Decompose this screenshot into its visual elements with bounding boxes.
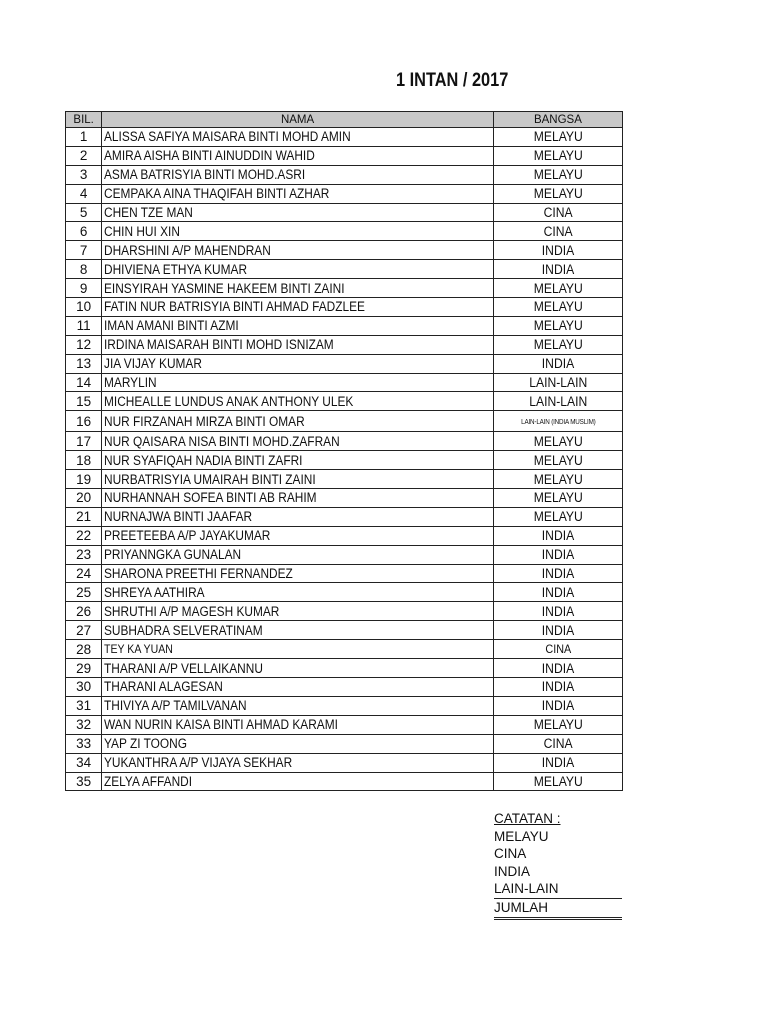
student-name: JIA VIJAY KUMAR [104, 356, 203, 372]
table-row [66, 451, 623, 470]
ethnicity-cell [493, 279, 622, 298]
table-row [66, 734, 623, 753]
ethnicity: MELAYU [533, 167, 583, 183]
row-number: 25 [66, 583, 102, 602]
student-name: CEMPAKA AINA THAQIFAH BINTI AZHAR [104, 186, 330, 202]
ethnicity-cell [493, 734, 622, 753]
table-row [66, 489, 623, 508]
ethnicity-cell [493, 335, 622, 354]
row-number: 28 [66, 640, 102, 659]
row-number: 14 [66, 373, 102, 392]
ethnicity: INDIA [541, 603, 575, 619]
student-name-cell [102, 335, 494, 354]
student-name-cell [102, 165, 494, 184]
student-name-cell [102, 753, 494, 772]
table-row [66, 146, 623, 165]
student-name: ASMA BATRISYIA BINTI MOHD.ASRI [104, 167, 306, 183]
table-row [66, 222, 623, 241]
student-name: YUKANTHRA A/P VIJAYA SEKHAR [104, 755, 293, 771]
ethnicity: MELAYU [533, 509, 583, 525]
student-name: NUR SYAFIQAH NADIA BINTI ZAFRI [104, 452, 303, 468]
row-number: 31 [66, 696, 102, 715]
student-name-cell [102, 602, 494, 621]
student-name-cell [102, 715, 494, 734]
student-name: DHARSHINI A/P MAHENDRAN [104, 242, 272, 258]
ethnicity: INDIA [541, 356, 575, 372]
table-row [66, 298, 623, 317]
ethnicity-cell [493, 411, 622, 432]
ethnicity: INDIA [541, 698, 575, 714]
student-name-cell [102, 470, 494, 489]
ethnicity: INDIA [541, 755, 575, 771]
student-name-cell [102, 241, 494, 260]
ethnicity-cell [493, 451, 622, 470]
ethnicity: INDIA [541, 622, 575, 638]
table-row [66, 128, 623, 147]
ethnicity: MELAYU [533, 717, 583, 733]
ethnicity: MELAYU [533, 490, 583, 506]
row-number: 13 [66, 354, 102, 373]
ethnicity-cell [493, 507, 622, 526]
class-roster-table [65, 111, 623, 791]
student-name: AMIRA AISHA BINTI AINUDDIN WAHID [104, 148, 316, 164]
ethnicity: LAIN-LAIN [528, 393, 587, 409]
student-name-cell [102, 451, 494, 470]
student-name: THARANI A/P VELLAIKANNU [104, 660, 264, 676]
ethnicity-cell [493, 298, 622, 317]
table-row [66, 411, 623, 432]
row-number: 19 [66, 470, 102, 489]
table-row [66, 640, 623, 659]
table-row [66, 564, 623, 583]
ethnicity: CINA [543, 223, 573, 239]
ethnicity: INDIA [541, 547, 575, 563]
table-row [66, 165, 623, 184]
ethnicity-cell [493, 165, 622, 184]
table-row [66, 526, 623, 545]
table-row [66, 316, 623, 335]
table-row [66, 260, 623, 279]
table-row [66, 470, 623, 489]
student-name: DHIVIENA ETHYA KUMAR [104, 261, 248, 277]
table-body [66, 128, 623, 791]
ethnicity: MELAYU [533, 299, 583, 315]
row-number: 15 [66, 392, 102, 411]
student-name: NURBATRISYIA UMAIRAH BINTI ZAINI [104, 471, 316, 487]
row-number: 21 [66, 507, 102, 526]
student-name-cell [102, 678, 494, 697]
student-name: NURNAJWA BINTI JAAFAR [104, 509, 253, 525]
row-number: 9 [66, 279, 102, 298]
ethnicity-cell [493, 432, 622, 451]
student-name: WAN NURIN KAISA BINTI AHMAD KARAMI [104, 717, 339, 733]
table-row [66, 279, 623, 298]
ethnicity: INDIA [541, 584, 575, 600]
ethnicity: MELAYU [533, 318, 583, 334]
student-name-cell [102, 354, 494, 373]
student-name: THARANI ALAGESAN [104, 679, 224, 695]
ethnicity-cell [493, 659, 622, 678]
ethnicity-cell [493, 526, 622, 545]
table-row [66, 583, 623, 602]
student-name: ZELYA AFFANDI [104, 773, 193, 789]
notes-total-label: JUMLAH [494, 898, 622, 920]
student-name-cell [102, 696, 494, 715]
student-name-cell [102, 411, 494, 432]
ethnicity-cell [493, 128, 622, 147]
ethnicity-cell [493, 203, 622, 222]
row-number: 17 [66, 432, 102, 451]
student-name: CHEN TZE MAN [104, 205, 194, 220]
ethnicity-cell [493, 241, 622, 260]
ethnicity: LAIN-LAIN [528, 375, 587, 391]
student-name: TEY KA YUAN [104, 642, 174, 657]
ethnicity-cell [493, 640, 622, 659]
ethnicity: MELAYU [533, 129, 583, 145]
table-row [66, 715, 623, 734]
page-title: 1 INTAN / 2017 [396, 70, 509, 91]
notes-item: LAIN-LAIN [494, 881, 559, 897]
table-row [66, 545, 623, 564]
table-row [66, 696, 623, 715]
row-number: 16 [66, 411, 102, 432]
ethnicity: INDIA [541, 242, 575, 258]
row-number: 30 [66, 678, 102, 697]
notes-item: MELAYU [494, 828, 549, 844]
table-row [66, 373, 623, 392]
table-row [66, 203, 623, 222]
row-number: 22 [66, 526, 102, 545]
ethnicity-cell [493, 602, 622, 621]
ethnicity: MELAYU [533, 280, 583, 296]
row-number: 33 [66, 734, 102, 753]
row-number: 24 [66, 564, 102, 583]
row-number: 20 [66, 489, 102, 508]
row-number: 7 [66, 241, 102, 260]
student-name: IMAN AMANI BINTI AZMI [104, 318, 239, 334]
ethnicity: MELAYU [533, 186, 583, 202]
table-row [66, 621, 623, 640]
ethnicity-cell [493, 260, 622, 279]
ethnicity: INDIA [541, 660, 575, 676]
row-number: 23 [66, 545, 102, 564]
row-number: 29 [66, 659, 102, 678]
ethnicity: INDIA [541, 261, 575, 277]
ethnicity-cell [493, 316, 622, 335]
student-name-cell [102, 316, 494, 335]
student-name: YAP ZI TOONG [104, 736, 188, 752]
ethnicity-cell [493, 621, 622, 640]
student-name-cell [102, 432, 494, 451]
header-nama: NAMA [102, 112, 494, 128]
student-name-cell [102, 222, 494, 241]
table-row [66, 184, 623, 203]
ethnicity-cell [493, 222, 622, 241]
student-name-cell [102, 583, 494, 602]
ethnicity-cell [493, 564, 622, 583]
ethnicity-cell [493, 392, 622, 411]
row-number: 6 [66, 222, 102, 241]
row-number: 4 [66, 184, 102, 203]
notes-section [494, 810, 622, 920]
notes-list [494, 828, 622, 898]
ethnicity: MELAYU [533, 773, 583, 789]
student-name-cell [102, 298, 494, 317]
notes-heading: CATATAN : [494, 811, 561, 826]
table-row [66, 678, 623, 697]
ethnicity: INDIA [541, 679, 575, 695]
ethnicity-cell [493, 678, 622, 697]
student-name: THIVIYA A/P TAMILVANAN [104, 698, 247, 714]
ethnicity: CINA [543, 736, 573, 752]
student-name-cell [102, 203, 494, 222]
ethnicity: MELAYU [533, 471, 583, 487]
row-number: 11 [66, 316, 102, 335]
table-row [66, 507, 623, 526]
student-name-cell [102, 659, 494, 678]
row-number: 32 [66, 715, 102, 734]
student-name: EINSYIRAH YASMINE HAKEEM BINTI ZAINI [104, 280, 345, 296]
student-name: SUBHADRA SELVERATINAM [104, 622, 263, 638]
student-name: CHIN HUI XIN [104, 223, 181, 239]
student-name-cell [102, 392, 494, 411]
ethnicity-cell [493, 772, 622, 791]
row-number: 18 [66, 451, 102, 470]
row-number: 35 [66, 772, 102, 791]
row-number: 12 [66, 335, 102, 354]
table-row [66, 392, 623, 411]
student-name-cell [102, 146, 494, 165]
ethnicity-cell [493, 373, 622, 392]
student-name-cell [102, 564, 494, 583]
ethnicity-cell [493, 715, 622, 734]
ethnicity-cell [493, 545, 622, 564]
table-header-row [66, 112, 623, 128]
ethnicity: CINA [543, 205, 573, 220]
ethnicity-cell [493, 146, 622, 165]
table-row [66, 354, 623, 373]
student-name: NUR FIRZANAH MIRZA BINTI OMAR [104, 413, 305, 429]
ethnicity: LAIN-LAIN (INDIA MUSLIM) [520, 419, 596, 427]
student-name: SHRUTHI A/P MAGESH KUMAR [104, 603, 280, 619]
table-row [66, 602, 623, 621]
student-name-cell [102, 772, 494, 791]
student-name: MARYLIN [104, 375, 157, 391]
student-name: PREETEEBA A/P JAYAKUMAR [104, 528, 271, 544]
student-name-cell [102, 489, 494, 508]
ethnicity-cell [493, 696, 622, 715]
student-name-cell [102, 621, 494, 640]
ethnicity: INDIA [541, 566, 575, 582]
ethnicity: INDIA [541, 528, 575, 544]
ethnicity: MELAYU [533, 148, 583, 164]
table-row [66, 753, 623, 772]
student-name: IRDINA MAISARAH BINTI MOHD ISNIZAM [104, 337, 335, 353]
row-number: 8 [66, 260, 102, 279]
student-name: NUR QAISARA NISA BINTI MOHD.ZAFRAN [104, 433, 340, 449]
student-name-cell [102, 507, 494, 526]
row-number: 34 [66, 753, 102, 772]
ethnicity-cell [493, 354, 622, 373]
table-row [66, 659, 623, 678]
student-name-cell [102, 260, 494, 279]
ethnicity-cell [493, 489, 622, 508]
student-name-cell [102, 640, 494, 659]
student-name: FATIN NUR BATRISYIA BINTI AHMAD FADZLEE [104, 299, 366, 315]
ethnicity: MELAYU [533, 337, 583, 353]
student-name: SHARONA PREETHI FERNANDEZ [104, 566, 294, 582]
student-name-cell [102, 734, 494, 753]
student-name: SHREYA AATHIRA [104, 584, 205, 600]
notes-item: INDIA [494, 863, 531, 879]
row-number: 1 [66, 128, 102, 147]
ethnicity-cell [493, 583, 622, 602]
student-name-cell [102, 526, 494, 545]
table-row [66, 241, 623, 260]
row-number: 26 [66, 602, 102, 621]
table-row [66, 772, 623, 791]
header-bangsa: BANGSA [493, 112, 622, 128]
header-bil: BIL. [66, 112, 102, 128]
row-number: 5 [66, 203, 102, 222]
student-name-cell [102, 128, 494, 147]
student-name: PRIYANNGKA GUNALAN [104, 547, 242, 563]
student-name-cell [102, 184, 494, 203]
notes-item: CINA [494, 846, 527, 862]
student-name-cell [102, 279, 494, 298]
student-name: NURHANNAH SOFEA BINTI AB RAHIM [104, 490, 317, 506]
table-row [66, 335, 623, 354]
table-row [66, 432, 623, 451]
ethnicity: CINA [544, 642, 571, 657]
ethnicity-cell [493, 753, 622, 772]
ethnicity-cell [493, 470, 622, 489]
row-number: 10 [66, 298, 102, 317]
row-number: 27 [66, 621, 102, 640]
student-name-cell [102, 545, 494, 564]
student-name: ALISSA SAFIYA MAISARA BINTI MOHD AMIN [104, 129, 352, 145]
row-number: 3 [66, 165, 102, 184]
student-name: MICHEALLE LUNDUS ANAK ANTHONY ULEK [104, 393, 354, 409]
student-name-cell [102, 373, 494, 392]
ethnicity: MELAYU [533, 452, 583, 468]
ethnicity: MELAYU [533, 433, 583, 449]
row-number: 2 [66, 146, 102, 165]
ethnicity-cell [493, 184, 622, 203]
